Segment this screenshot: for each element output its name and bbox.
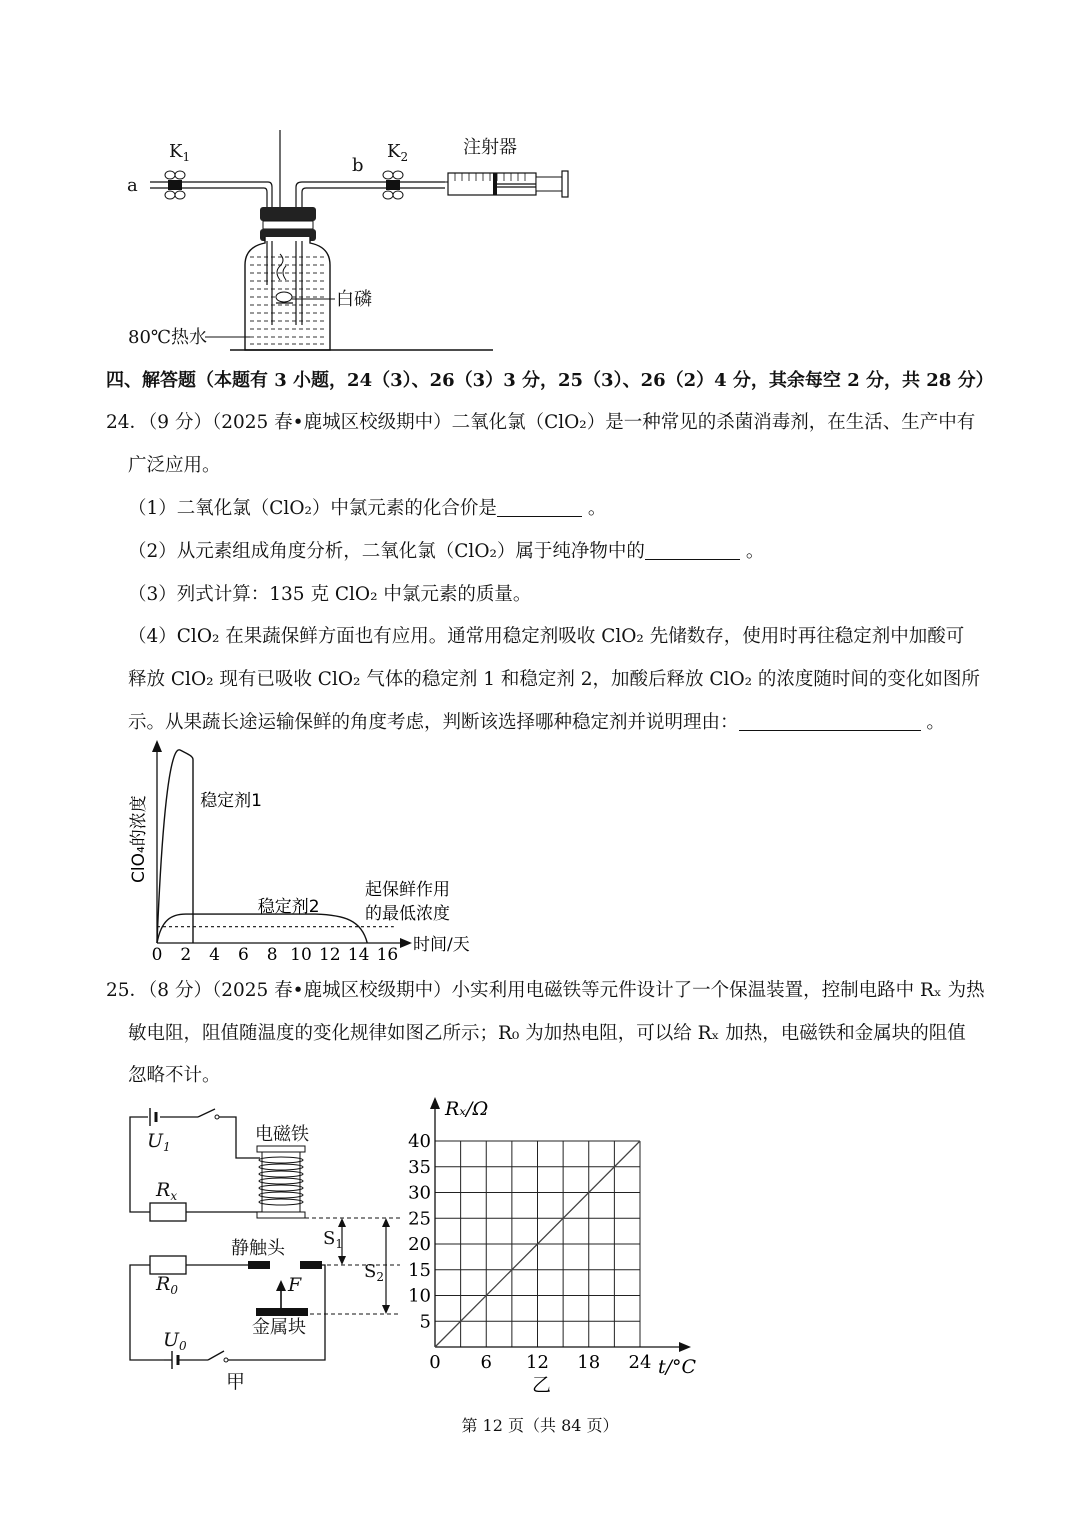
label-s1: $S_1$ — [323, 1228, 343, 1251]
label-metal-block: 金属块 — [252, 1317, 306, 1338]
answer-blank[interactable] — [739, 712, 921, 731]
series-label-min-concentration-2: 的最低浓度 — [365, 904, 450, 924]
label-a: a — [127, 175, 138, 196]
x-tick-label: 6 — [237, 945, 249, 963]
y-tick-label: 30 — [408, 1182, 431, 1204]
series-label-stabilizer-1: 稳定剂1 — [200, 791, 263, 811]
x-tick-label: 0 — [151, 945, 163, 963]
x-axis-label: t/°C — [658, 1356, 697, 1378]
x-axis-arrow-icon — [679, 1342, 691, 1352]
x-tick-label: 10 — [290, 945, 312, 963]
y-tick-label: 40 — [408, 1131, 431, 1152]
force-arrow-icon — [276, 1280, 286, 1291]
series-label-stabilizer-2: 稳定剂2 — [257, 897, 320, 917]
y-axis-label: Rₓ/Ω — [445, 1098, 489, 1120]
label-s2: $S_2$ — [364, 1261, 384, 1284]
x-tick-label: 0 — [429, 1352, 441, 1373]
y-axis-label: ClO₄的浓度 — [129, 795, 149, 883]
series-label-min-concentration-1: 起保鲜作用 — [365, 880, 450, 900]
rx-temperature-chart — [405, 1095, 705, 1400]
series-stabilizer-2 — [157, 914, 367, 943]
electromagnet-icon — [257, 1146, 305, 1218]
x-tick-label: 6 — [480, 1352, 492, 1373]
battery-u0-icon — [164, 1351, 208, 1369]
clamp-k1-icon — [165, 171, 185, 199]
switch-u1-icon — [198, 1109, 219, 1119]
y-tick-label: 15 — [408, 1259, 431, 1281]
x-tick-label: 18 — [577, 1352, 601, 1373]
q25-line-1: 25．（8 分）（2025 春•鹿城区校级期中）小实利用电磁铁等元件设计了一个保温装置，控制电路中 Rₓ 为热 — [106, 980, 985, 1001]
y-tick-label: 35 — [408, 1156, 431, 1178]
metal-block-icon — [256, 1308, 308, 1316]
y-tick-label: 20 — [408, 1234, 431, 1255]
battery-u1-icon — [150, 1108, 156, 1126]
y-tick-label: 25 — [408, 1208, 431, 1230]
clo2-concentration-chart — [120, 738, 500, 963]
q24-line-1: 24．（9 分）（2025 春•鹿城区校级期中）二氧化氯（ClO₂）是一种常见的杀菌消毒剂，在生活、生产中有 — [106, 412, 976, 433]
label-hot-water: 80℃热水 — [128, 327, 208, 348]
y-axis-arrow-icon — [152, 740, 162, 752]
clamp-k2-icon — [383, 171, 403, 199]
resistor-rx-icon — [150, 1203, 186, 1221]
label-k2: $K_2$ — [387, 141, 409, 164]
label-u0: $U_0$ — [163, 1329, 187, 1353]
label-r0: $R_0$ — [156, 1273, 178, 1297]
resistor-r0-icon — [150, 1256, 186, 1274]
label-electromagnet: 电磁铁 — [255, 1124, 309, 1145]
x-tick-label: 8 — [266, 945, 278, 963]
label-figure-jia: 甲 — [226, 1371, 246, 1393]
static-contact-right-icon — [300, 1261, 322, 1269]
x-tick-label: 14 — [347, 945, 370, 963]
q24-part-4-line-1: （4）ClO₂ 在果蔬保鲜方面也有应用。通常用稳定剂吸收 ClO₂ 先储数存，使用时再往稳定剂中加酸可 — [128, 626, 965, 647]
label-syringe: 注射器 — [463, 137, 517, 158]
label-force: F — [288, 1274, 302, 1296]
static-contact-left-icon — [248, 1261, 270, 1269]
x-tick-label: 12 — [526, 1352, 549, 1373]
section-heading: 四、解答题（本题有 3 小题，24（3）、26（3）3 分，25（3）、26（2）4 分，其余每空 2 分，共 28 分） — [106, 370, 994, 391]
x-axis-arrow-icon — [400, 938, 412, 948]
label-white-phosphorus: 白磷 — [336, 289, 372, 310]
x-tick-label: 12 — [318, 945, 341, 963]
syringe-icon — [445, 171, 568, 197]
y-tick-label: 5 — [419, 1311, 431, 1333]
q24-part-4-line-2: 释放 ClO₂ 现有已吸收 ClO₂ 气体的稳定剂 1 和稳定剂 2，加酸后释放 ClO₂ 的浓度随时间的变化如图所 — [128, 669, 980, 690]
x-tick-label: 2 — [180, 945, 192, 963]
q24-line-2: 广泛应用。 — [128, 455, 221, 476]
q25-line-3: 忽略不计。 — [128, 1065, 221, 1086]
answer-blank[interactable] — [497, 498, 582, 517]
x-tick-label: 16 — [376, 945, 399, 963]
q24-part-1: （1）二氧化氯（ClO₂）中氯元素的化合价是 。 — [128, 498, 607, 519]
answer-blank[interactable] — [645, 541, 740, 560]
y-tick-label: 10 — [408, 1285, 431, 1307]
label-u1: $U_1$ — [147, 1130, 171, 1154]
label-k1: $K_1$ — [169, 141, 191, 164]
figure-label-yi: 乙 — [532, 1374, 552, 1396]
label-static-contact: 静触头 — [231, 1238, 285, 1259]
x-tick-label: 24 — [628, 1352, 652, 1373]
switch-u0-icon — [208, 1351, 228, 1362]
q25-line-2: 敏电阻，阻值随温度的变化规律如图乙所示；R₀ 为加热电阻，可以给 Rₓ 加热，电磁铁和金属块的阻值 — [128, 1023, 966, 1044]
page-footer: 第 12 页（共 84 页） — [461, 1416, 619, 1435]
q24-part-2: （2）从元素组成角度分析，二氧化氯（ClO₂）属于纯净物中的 。 — [128, 541, 765, 562]
label-rx: $R_x$ — [156, 1179, 178, 1203]
x-axis-label: 时间/天 — [413, 935, 470, 955]
y-axis-arrow-icon — [430, 1097, 440, 1109]
label-b: b — [352, 155, 364, 176]
x-tick-label: 4 — [209, 945, 221, 963]
q24-part-4-line-3: 示。从果蔬长途运输保鲜的角度考虑，判断该选择哪种稳定剂并说明理由： 。 — [128, 712, 945, 733]
q24-part-3: （3）列式计算：135 克 ClO₂ 中氯元素的质量。 — [128, 584, 532, 605]
